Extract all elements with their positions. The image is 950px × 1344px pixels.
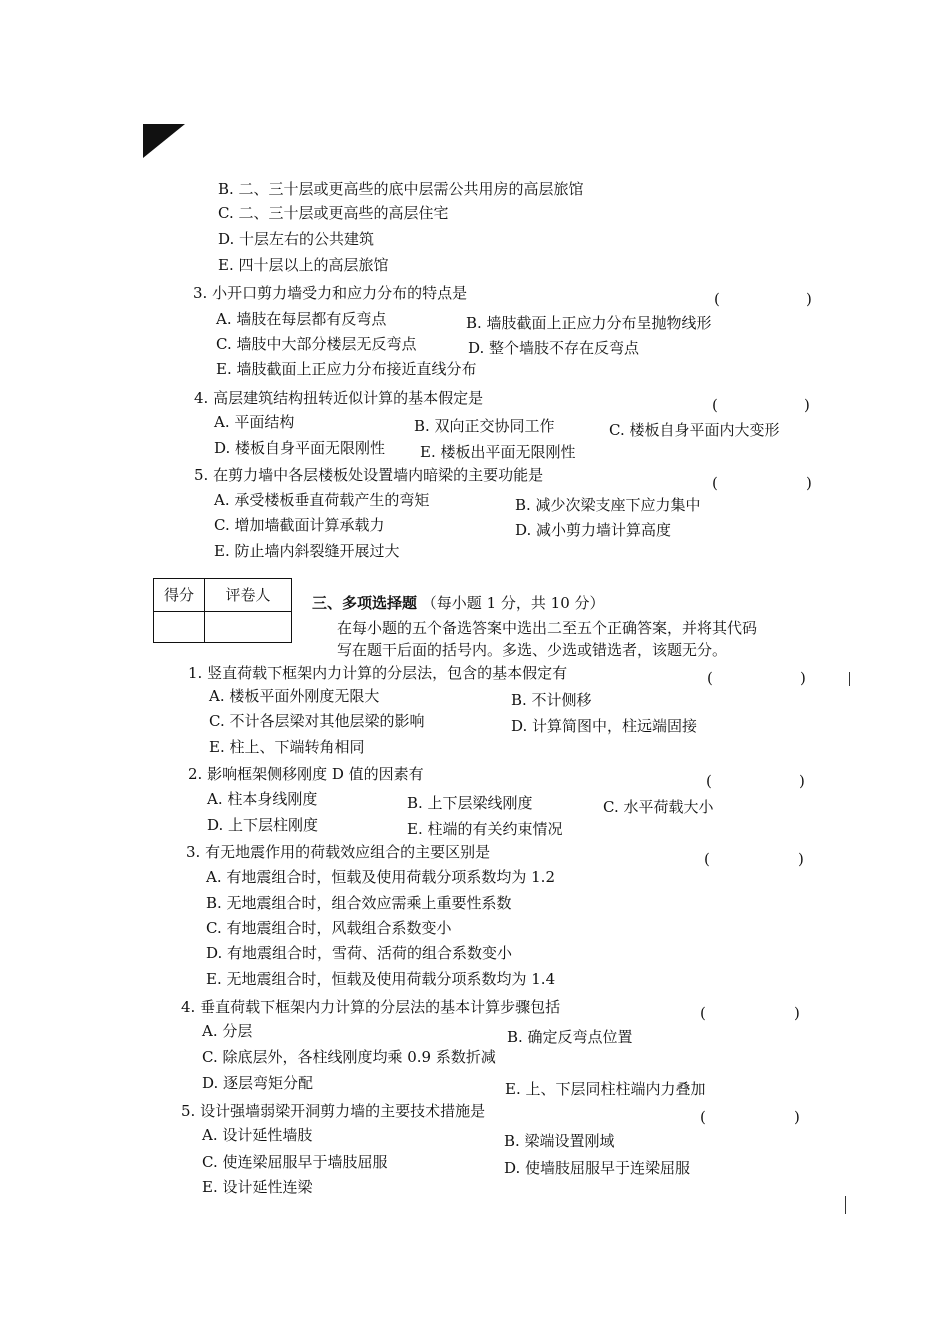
answer-paren-close: ) bbox=[799, 772, 805, 790]
option-text: C. 使连梁屈服早于墙肢屈服 bbox=[202, 1153, 388, 1171]
option-text: E. 柱上、下端转角相同 bbox=[209, 738, 365, 756]
question-stem: 5. 在剪力墙中各层楼板处设置墙内暗梁的主要功能是 bbox=[194, 466, 544, 484]
option-text: D. 上下层柱刚度 bbox=[207, 816, 319, 834]
question-stem: 4. 高层建筑结构扭转近似计算的基本假定是 bbox=[194, 389, 484, 407]
answer-paren-open: ( bbox=[712, 396, 718, 414]
answer-paren-open: ( bbox=[712, 474, 718, 492]
option-text: A. 楼板平面外刚度无限大 bbox=[209, 687, 380, 705]
option-text: E. 无地震组合时，恒载及使用荷载分项系数均为 1.4 bbox=[206, 970, 556, 988]
option-text: A. 墙肢在每层都有反弯点 bbox=[216, 310, 387, 328]
option-text: A. 分层 bbox=[202, 1022, 253, 1040]
option-text: C. 不计各层梁对其他层梁的影响 bbox=[209, 712, 425, 730]
option-text: D. 有地震组合时，雪荷、活荷的组合系数变小 bbox=[206, 944, 513, 962]
option-text: A. 平面结构 bbox=[214, 413, 295, 431]
grader-label: 评卷人 bbox=[205, 579, 292, 612]
score-box bbox=[153, 578, 292, 643]
option-text: C. 墙肢中大部分楼层无反弯点 bbox=[216, 335, 417, 353]
answer-paren-open: ( bbox=[706, 772, 712, 790]
option-text: D. 十层左右的公共建筑 bbox=[218, 230, 375, 248]
answer-paren-close: ) bbox=[794, 1108, 800, 1126]
question-stem: 2. 影响框架侧移刚度 D 值的因素有 bbox=[188, 765, 424, 783]
option-text: A. 设计延性墙肢 bbox=[202, 1126, 313, 1144]
option-text: D. 整个墙肢不存在反弯点 bbox=[468, 339, 640, 357]
answer-paren-open: ( bbox=[704, 850, 710, 868]
answer-paren-open: ( bbox=[714, 290, 720, 308]
option-text: B. 二、三十层或更高些的底中层需公共用房的高层旅馆 bbox=[218, 180, 584, 198]
option-text: A. 柱本身线刚度 bbox=[207, 790, 318, 808]
option-text: C. 除底层外，各柱线刚度均乘 0.9 系数折减 bbox=[202, 1048, 496, 1066]
option-text: E. 设计延性连梁 bbox=[202, 1178, 313, 1196]
option-text: B. 不计侧移 bbox=[511, 691, 592, 709]
option-text: C. 二、三十层或更高些的高层住宅 bbox=[218, 204, 449, 222]
option-text: B. 确定反弯点位置 bbox=[507, 1028, 633, 1046]
question-stem: 3. 有无地震作用的荷载效应组合的主要区别是 bbox=[186, 843, 491, 861]
question-stem: 4. 垂直荷载下框架内力计算的分层法的基本计算步骤包括 bbox=[181, 998, 561, 1016]
answer-paren-close: ) bbox=[806, 290, 812, 308]
section-instruction: 在每小题的五个备选答案中选出二至五个正确答案，并将其代码 bbox=[337, 619, 758, 637]
question-stem: 3. 小开口剪力墙受力和应力分布的特点是 bbox=[193, 284, 468, 302]
question-stem: 5. 设计强墙弱梁开洞剪力墙的主要技术措施是 bbox=[181, 1102, 486, 1120]
answer-paren-open: ( bbox=[700, 1004, 706, 1022]
answer-paren-open: ( bbox=[707, 669, 713, 687]
margin-tick bbox=[849, 672, 850, 686]
option-text: C. 水平荷载大小 bbox=[603, 798, 714, 816]
margin-tick bbox=[845, 1196, 846, 1214]
option-text: D. 使墙肢屈服早于连梁屈服 bbox=[504, 1159, 691, 1177]
option-text: E. 防止墙内斜裂缝开展过大 bbox=[214, 542, 400, 560]
option-text: E. 墙肢截面上正应力分布接近直线分布 bbox=[216, 360, 477, 378]
option-text: D. 逐层弯矩分配 bbox=[202, 1074, 314, 1092]
option-text: D. 计算简图中，柱远端固接 bbox=[511, 717, 698, 735]
option-text: B. 上下层梁线刚度 bbox=[407, 794, 533, 812]
option-text: C. 增加墙截面计算承载力 bbox=[214, 516, 385, 534]
score-cell[interactable] bbox=[154, 612, 205, 643]
answer-paren-close: ) bbox=[804, 396, 810, 414]
section-instruction: 写在题干后面的括号内。多选、少选或错选者，该题无分。 bbox=[337, 641, 728, 659]
option-text: B. 梁端设置刚域 bbox=[504, 1132, 615, 1150]
option-text: C. 楼板自身平面内大变形 bbox=[609, 421, 780, 439]
option-text: C. 有地震组合时，风载组合系数变小 bbox=[206, 919, 452, 937]
option-text: E. 上、下层同柱柱端内力叠加 bbox=[505, 1080, 706, 1098]
corner-mark-icon bbox=[143, 124, 185, 158]
section-points: （每小题 1 分，共 10 分） bbox=[421, 594, 605, 612]
option-text: D. 减小剪力墙计算高度 bbox=[515, 521, 672, 539]
answer-paren-close: ) bbox=[798, 850, 804, 868]
option-text: B. 减少次梁支座下应力集中 bbox=[515, 496, 701, 514]
section-title: 三、多项选择题 bbox=[312, 594, 418, 612]
answer-paren-close: ) bbox=[794, 1004, 800, 1022]
option-text: E. 楼板出平面无限刚性 bbox=[420, 443, 576, 461]
option-text: E. 四十层以上的高层旅馆 bbox=[218, 256, 389, 274]
answer-paren-open: ( bbox=[700, 1108, 706, 1126]
answer-paren-close: ) bbox=[806, 474, 812, 492]
option-text: E. 柱端的有关约束情况 bbox=[407, 820, 563, 838]
option-text: B. 墙肢截面上正应力分布呈抛物线形 bbox=[466, 314, 712, 332]
option-text: B. 无地震组合时，组合效应需乘上重要性系数 bbox=[206, 894, 512, 912]
grader-cell[interactable] bbox=[205, 612, 292, 643]
option-text: A. 有地震组合时，恒载及使用荷载分项系数均为 1.2 bbox=[206, 868, 555, 886]
option-text: D. 楼板自身平面无限刚性 bbox=[214, 439, 386, 457]
score-label: 得分 bbox=[154, 579, 205, 612]
option-text: B. 双向正交协同工作 bbox=[414, 417, 555, 435]
question-stem: 1. 竖直荷载下框架内力计算的分层法，包含的基本假定有 bbox=[188, 664, 568, 682]
answer-paren-close: ) bbox=[800, 669, 806, 687]
section-heading bbox=[312, 596, 605, 611]
option-text: A. 承受楼板垂直荷载产生的弯矩 bbox=[214, 491, 430, 509]
